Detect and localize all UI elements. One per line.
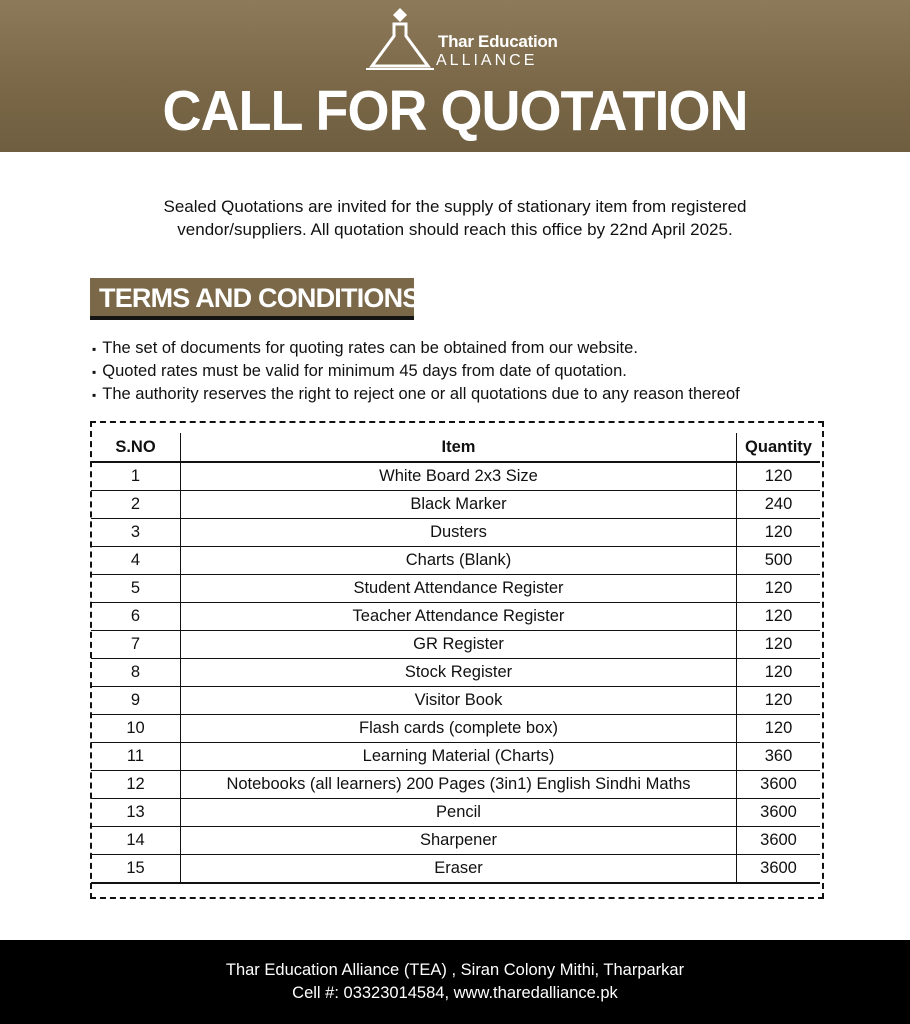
- table-row: [91, 603, 820, 631]
- cell-sno: 9: [91, 687, 181, 715]
- cell-quantity: 3600: [737, 855, 821, 884]
- header-sno: S.NO: [91, 433, 181, 462]
- cell-quantity: 120: [737, 603, 821, 631]
- cell-item: Pencil: [181, 799, 737, 827]
- terms-list: [92, 337, 740, 406]
- cell-quantity: 240: [737, 491, 821, 519]
- cell-quantity: 3600: [737, 827, 821, 855]
- header-banner: [0, 0, 910, 152]
- cell-sno: 4: [91, 547, 181, 575]
- cell-item: Dusters: [181, 519, 737, 547]
- header-quantity: Quantity: [737, 433, 821, 462]
- footer-contact: Cell #: 03323014584, www.tharedalliance.pk: [292, 984, 618, 1002]
- page-title: CALL FOR QUOTATION: [162, 79, 748, 143]
- table-row: [91, 491, 820, 519]
- logo-org-subname: ALLIANCE: [436, 52, 538, 69]
- cell-quantity: 120: [737, 575, 821, 603]
- cell-item: Eraser: [181, 855, 737, 884]
- cell-item: Sharpener: [181, 827, 737, 855]
- cell-sno: 5: [91, 575, 181, 603]
- terms-item: ▪ Quoted rates must be valid for minimum 45 days from date of quotation.: [92, 360, 740, 383]
- logo-org-name: Thar Education: [438, 32, 558, 51]
- cell-item: Teacher Attendance Register: [181, 603, 737, 631]
- cell-sno: 8: [91, 659, 181, 687]
- terms-heading: TERMS AND CONDITIONS:: [99, 283, 428, 313]
- cell-item: Stock Register: [181, 659, 737, 687]
- table-row: [91, 827, 820, 855]
- cell-quantity: 500: [737, 547, 821, 575]
- table-row: [91, 631, 820, 659]
- intro-line-1: Sealed Quotations are invited for the supply of stationary item from registered: [163, 197, 747, 216]
- cell-item: Visitor Book: [181, 687, 737, 715]
- header-item: Item: [181, 433, 737, 462]
- table-row: [91, 462, 820, 491]
- cell-sno: 13: [91, 799, 181, 827]
- cell-sno: 3: [91, 519, 181, 547]
- cell-item: Student Attendance Register: [181, 575, 737, 603]
- table-row: [91, 687, 820, 715]
- cell-sno: 15: [91, 855, 181, 884]
- cell-sno: 10: [91, 715, 181, 743]
- cell-quantity: 120: [737, 659, 821, 687]
- footer-address: Thar Education Alliance (TEA) , Siran Colony Mithi, Tharparkar: [225, 961, 685, 979]
- logo: [362, 6, 562, 72]
- table-header-row: [91, 433, 820, 462]
- intro-text: [60, 195, 850, 241]
- table-row: [91, 575, 820, 603]
- cell-quantity: 3600: [737, 799, 821, 827]
- terms-heading-banner: [90, 278, 428, 320]
- intro-line-2: vendor/suppliers. All quotation should reach this office by 22nd April 2025.: [177, 220, 733, 239]
- terms-item: ▪ The authority reserves the right to reject one or all quotations due to any reason thereof: [92, 383, 740, 406]
- cell-quantity: 3600: [737, 771, 821, 799]
- table-row: [91, 771, 820, 799]
- cell-sno: 11: [91, 743, 181, 771]
- cell-sno: 6: [91, 603, 181, 631]
- cell-quantity: 120: [737, 715, 821, 743]
- cell-quantity: 120: [737, 462, 821, 491]
- cell-sno: 12: [91, 771, 181, 799]
- cell-item: White Board 2x3 Size: [181, 462, 737, 491]
- cell-quantity: 120: [737, 687, 821, 715]
- terms-item: ▪ The set of documents for quoting rates can be obtained from our website.: [92, 337, 740, 360]
- table-row: [91, 855, 820, 884]
- footer: [0, 940, 910, 1024]
- table-row: [91, 799, 820, 827]
- table-row: [91, 547, 820, 575]
- items-table: [91, 433, 820, 884]
- cell-sno: 2: [91, 491, 181, 519]
- table-row: [91, 519, 820, 547]
- cell-item: Black Marker: [181, 491, 737, 519]
- cell-item: Learning Material (Charts): [181, 743, 737, 771]
- cell-sno: 7: [91, 631, 181, 659]
- cell-item: Flash cards (complete box): [181, 715, 737, 743]
- cell-quantity: 360: [737, 743, 821, 771]
- cell-item: GR Register: [181, 631, 737, 659]
- cell-sno: 1: [91, 462, 181, 491]
- cell-item: Charts (Blank): [181, 547, 737, 575]
- cell-sno: 14: [91, 827, 181, 855]
- cell-item: Notebooks (all learners) 200 Pages (3in1) English Sindhi Maths: [181, 771, 737, 799]
- table-row: [91, 715, 820, 743]
- table-row: [91, 659, 820, 687]
- cell-quantity: 120: [737, 519, 821, 547]
- table-row: [91, 743, 820, 771]
- cell-quantity: 120: [737, 631, 821, 659]
